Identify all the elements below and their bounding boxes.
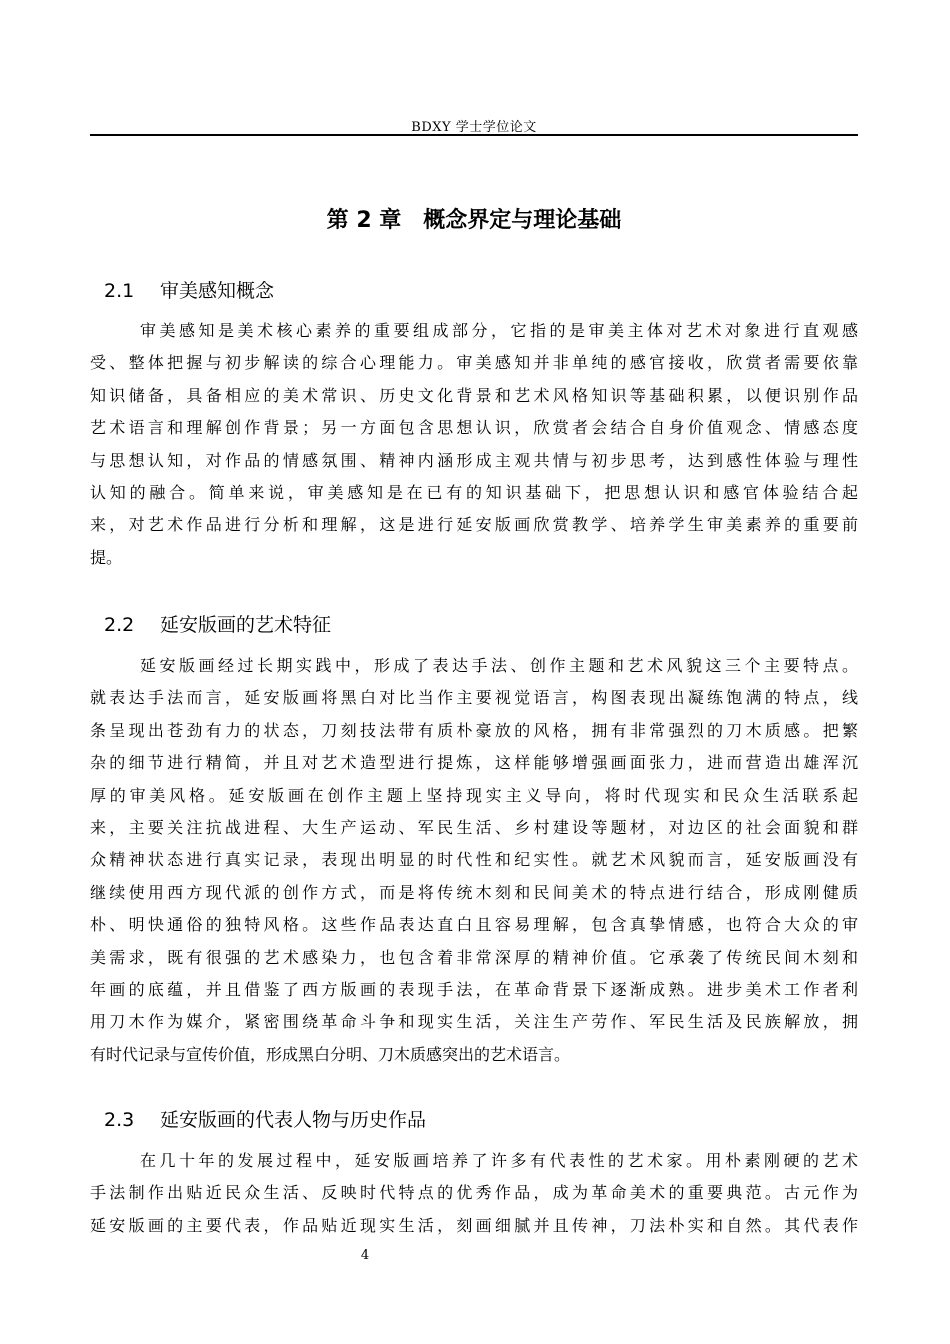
text-line: 用刀木作为媒介，紧密围绕革命斗争和现实生活，关注生产劳作、军民生活及民族解放，拥	[90, 1012, 858, 1032]
text-line: 继续使用西方现代派的创作方式，而是将传统木刻和民间美术的特点进行结合，形成刚健质	[90, 882, 858, 902]
page-number: 4	[360, 1248, 370, 1263]
text-line: 来，对艺术作品进行分析和理解，这是进行延安版画欣赏教学、培养学生审美素养的重要前	[90, 515, 858, 535]
text-line: 受、整体把握与初步解读的综合心理能力。审美感知并非单纯的感官接收，欣赏者需要依靠	[90, 353, 858, 373]
paragraph-2-2	[90, 650, 858, 1071]
section-heading-2-2	[104, 610, 331, 637]
text-line: 手法制作出贴近民众生活、反映时代特点的优秀作品，成为革命美术的重要典范。古元作为	[90, 1183, 858, 1203]
text-line: 有时代记录与宣传价值，形成黑白分明、刀木质感突出的艺术语言。	[90, 1044, 571, 1064]
text-line: 朴、明快通俗的独特风格。这些作品表达直白且容易理解，包含真挚情感，也符合大众的审	[90, 915, 858, 935]
text-line: 延安版画经过长期实践中，形成了表达手法、创作主题和艺术风貌这三个主要特点。	[140, 656, 858, 675]
section-number: 2.3	[104, 1109, 135, 1131]
text-line: 条呈现出苍劲有力的状态，刀刻技法带有质朴豪放的风格，拥有非常强烈的刀木质感。把繁	[90, 720, 858, 740]
section-title: 延安版画的代表人物与历史作品	[160, 1109, 427, 1131]
text-line: 美需求，既有很强的艺术感染力，也包含着非常深厚的精神价值。它承袭了传统民间木刻和	[90, 947, 858, 967]
text-line: 来，主要关注抗战进程、大生产运动、军民生活、乡村建设等题材，对边区的社会面貌和群	[90, 817, 858, 837]
text-line: 年画的底蕴，并且借鉴了西方版画的表现手法，在革命背景下逐渐成熟。进步美术工作者利	[90, 979, 858, 999]
paragraph-2-1	[90, 315, 858, 574]
text-line: 知识储备，具备相应的美术常识、历史文化背景和艺术风格知识等基础积累，以便识别作品	[90, 385, 858, 405]
paragraph-2-3	[90, 1145, 858, 1242]
section-heading-2-1	[104, 276, 274, 303]
text-line: 在几十年的发展过程中，延安版画培养了许多有代表性的艺术家。用朴素刚硬的艺术	[140, 1151, 858, 1170]
text-line: 审美感知是美术核心素养的重要组成部分，它指的是审美主体对艺术对象进行直观感	[140, 321, 858, 340]
section-number: 2.2	[104, 614, 135, 636]
section-title: 审美感知概念	[160, 280, 275, 302]
header-rule	[90, 134, 858, 136]
section-number: 2.1	[104, 280, 135, 302]
section-title: 延安版画的艺术特征	[160, 614, 332, 636]
text-line: 认知的融合。简单来说，审美感知是在已有的知识基础下，把思想认识和感官体验结合起	[90, 482, 858, 502]
text-line: 艺术语言和理解创作背景；另一方面包含思想认识，欣赏者会结合自身价值观念、情感态度	[90, 418, 858, 438]
running-header: BDXY 学士学位论文	[411, 120, 537, 135]
text-line: 与思想认知，对作品的情感氛围、精神内涵形成主观共情与初步思考，达到感性体验与理性	[90, 450, 858, 470]
chapter-title: 第 2 章 概念界定与理论基础	[326, 208, 622, 233]
text-line: 众精神状态进行真实记录，表现出明显的时代性和纪实性。就艺术风貌而言，延安版画没有	[90, 850, 858, 870]
text-line: 厚的审美风格。延安版画在创作主题上坚持现实主义导向，将时代现实和民众生活联系起	[90, 785, 858, 805]
text-line: 提。	[90, 547, 123, 567]
text-line: 杂的细节进行精简，并且对艺术造型进行提炼，这样能够增强画面张力，进而营造出雄浑沉	[90, 753, 858, 773]
section-heading-2-3	[104, 1105, 426, 1132]
text-line: 延安版画的主要代表，作品贴近现实生活，刻画细腻并且传神，刀法朴实和自然。其代表作	[90, 1215, 858, 1235]
text-line: 就表达手法而言，延安版画将黑白对比当作主要视觉语言，构图表现出凝练饱满的特点，线	[90, 688, 858, 708]
